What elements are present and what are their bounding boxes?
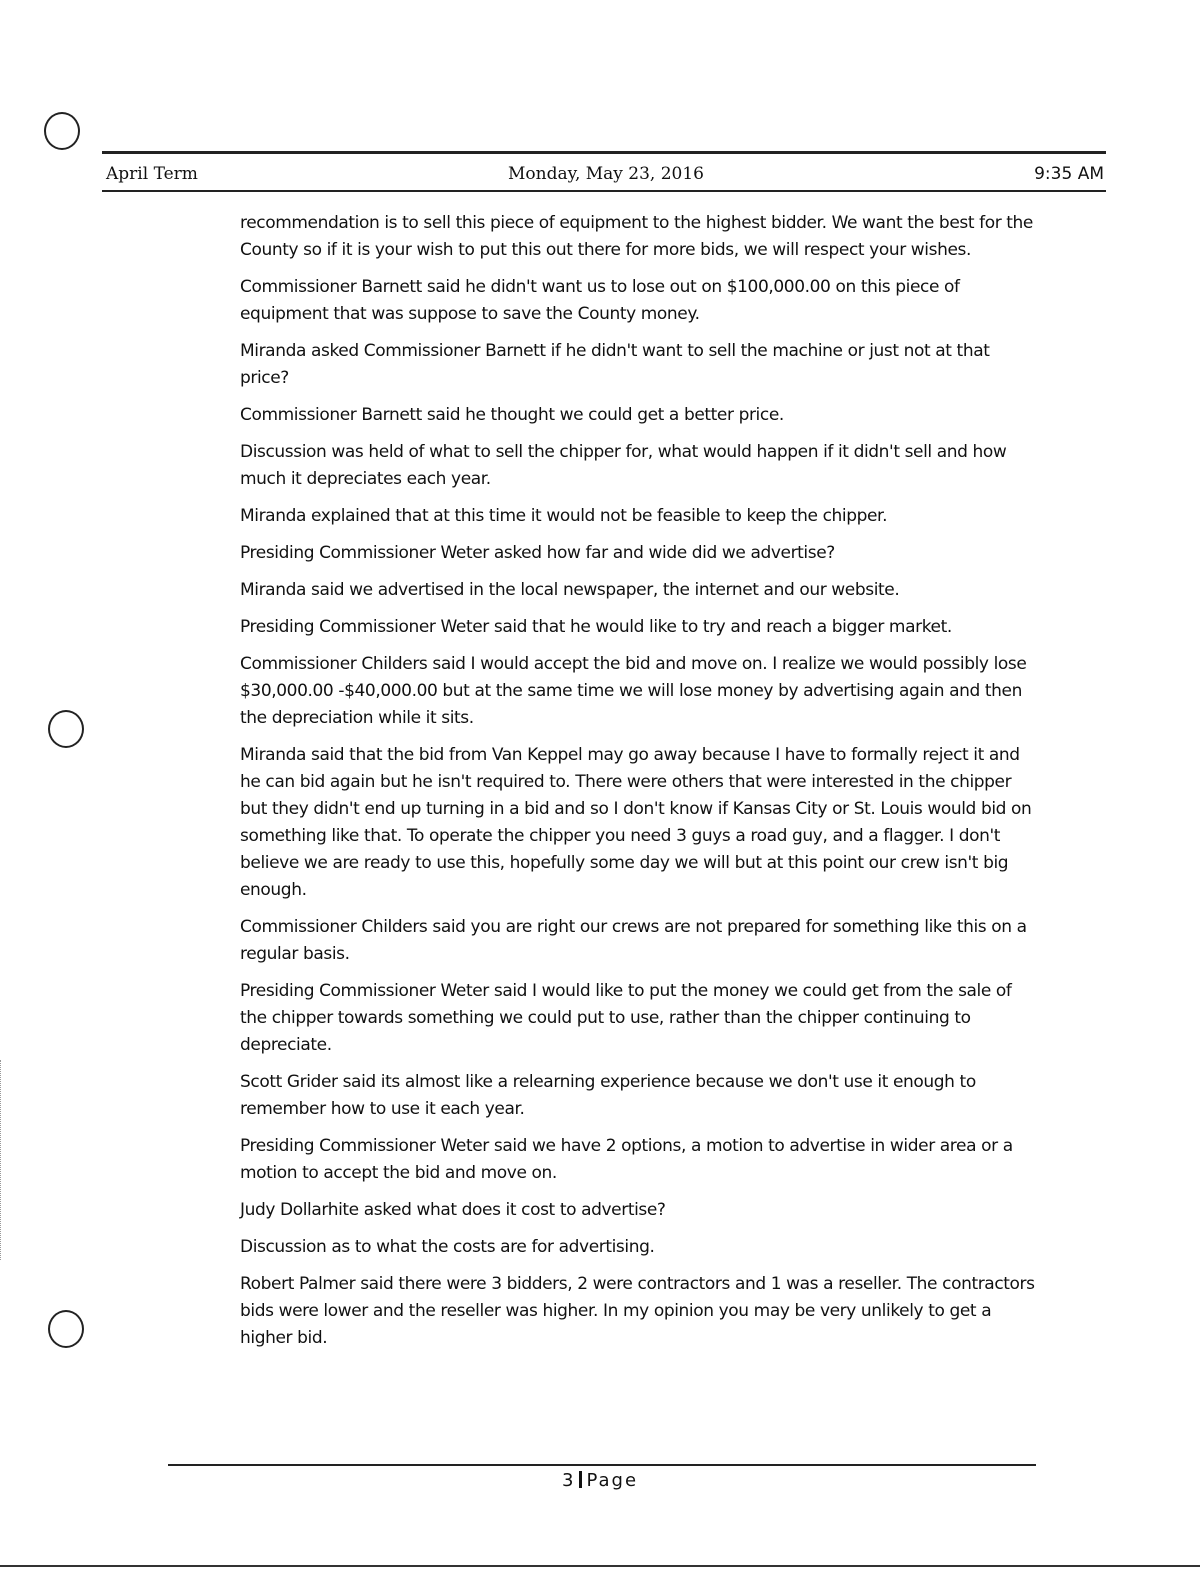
paragraph: Discussion was held of what to sell the chipper for, what would happen if it didn't sell and how much it depreciates each year. bbox=[240, 442, 1007, 489]
paragraph: Presiding Commissioner Weter said that he would like to try and reach a bigger market. bbox=[240, 617, 952, 637]
scan-bottom-edge bbox=[0, 1565, 1200, 1567]
paragraph: Miranda said that the bid from Van Keppel may go away because I have to formally reject it and he can bid again but he isn't required to. There were others that were interested in the chipper but they didn't end up turning in a bid and so I don't know if Kansas City or St. Louis would bid on something like that. To operate the chipper you need 3 guys a road guy, and a flagger. I don't believe we are ready to use this, hopefully some day we will but at this point our crew isn't big enough. bbox=[240, 745, 1032, 900]
paragraph: Robert Palmer said there were 3 bidders, 2 were contractors and 1 was a reseller. The contractors bids were lower and the reseller was higher. In my opinion you may be very unlikely to get a higher bid. bbox=[240, 1274, 1035, 1348]
paragraph: recommendation is to sell this piece of equipment to the highest bidder. We want the best for the County so if it is your wish to put this out there for more bids, we will respect your wishes. bbox=[240, 213, 1033, 260]
paragraph: Presiding Commissioner Weter asked how far and wide did we advertise? bbox=[240, 543, 835, 563]
paragraph: Scott Grider said its almost like a relearning experience because we don't use it enough to remember how to use it each year. bbox=[240, 1072, 976, 1119]
paragraph: Commissioner Barnett said he didn't want us to lose out on $100,000.00 on this piece of equipment that was suppose to save the County money. bbox=[240, 277, 960, 324]
header-top-rule bbox=[102, 151, 1106, 154]
footer-rule bbox=[168, 1464, 1036, 1466]
paragraph: Presiding Commissioner Weter said I would like to put the money we could get from the sale of the chipper towards something we could put to use, rather than the chipper continuing to depreciate. bbox=[240, 981, 1012, 1055]
punch-hole-top bbox=[44, 112, 80, 150]
paragraph: Discussion as to what the costs are for advertising. bbox=[240, 1237, 655, 1257]
punch-hole-middle bbox=[48, 710, 84, 748]
paragraph: Commissioner Childers said I would accept the bid and move on. I realize we would possibly lose $30,000.00 -$40,000.00 but at the same time we will lose money by advertising again and then the depreciation while it sits. bbox=[240, 654, 1027, 728]
header-bottom-rule bbox=[102, 190, 1106, 192]
paragraph: Commissioner Childers said you are right our crews are not prepared for something like this on a regular basis. bbox=[240, 917, 1027, 964]
paragraph: Miranda asked Commissioner Barnett if he didn't want to sell the machine or just not at that price? bbox=[240, 341, 990, 388]
page-footer bbox=[0, 1470, 1200, 1491]
paragraph: Presiding Commissioner Weter said we have 2 options, a motion to advertise in wider area or a motion to accept the bid and move on. bbox=[240, 1136, 1013, 1183]
paragraph: Commissioner Barnett said he thought we could get a better price. bbox=[240, 405, 784, 425]
header-time: 9:35 AM bbox=[1034, 164, 1104, 184]
paragraph: Miranda explained that at this time it would not be feasible to keep the chipper. bbox=[240, 506, 888, 526]
page-number: 3 bbox=[561, 1470, 576, 1491]
minutes-body bbox=[240, 210, 1040, 1362]
page-label: Page bbox=[586, 1470, 639, 1491]
paragraph: Judy Dollarhite asked what does it cost to advertise? bbox=[240, 1200, 666, 1220]
scan-edge-marks bbox=[0, 1060, 4, 1260]
page-separator bbox=[579, 1471, 582, 1488]
punch-hole-bottom bbox=[48, 1310, 84, 1348]
header-date: Monday, May 23, 2016 bbox=[507, 164, 704, 184]
paragraph: Miranda said we advertised in the local newspaper, the internet and our website. bbox=[240, 580, 900, 600]
header-term: April Term bbox=[106, 164, 198, 184]
